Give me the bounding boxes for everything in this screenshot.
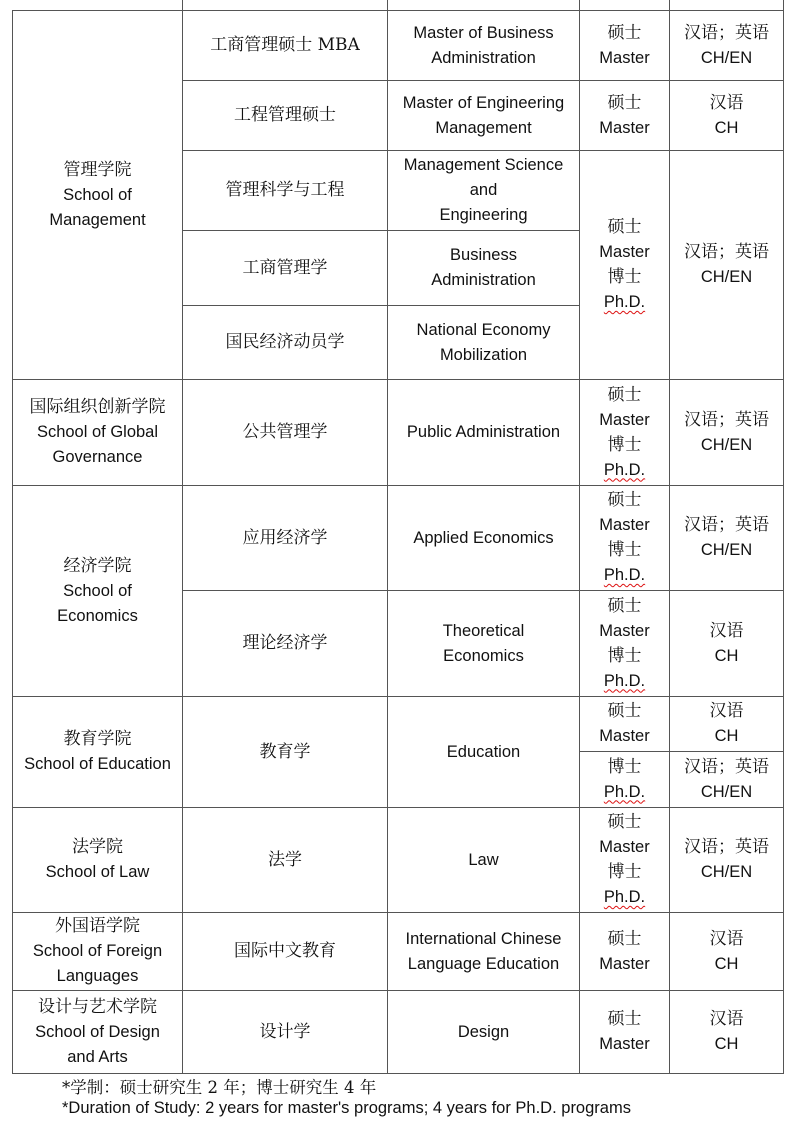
school-name-zh: 法学院 [72,837,123,857]
program-zh-cell [183,486,388,591]
language-en: CH [714,954,739,973]
school-cell [13,11,183,380]
school-name-en: Languages [56,967,139,985]
program-en-cell [388,808,580,913]
language-en: CH/EN [700,268,753,286]
program-name-zh: 工商管理硕士 MBA [210,35,360,55]
language-cell [670,697,784,752]
language-zh: 汉语；英语 [684,242,769,262]
program-en-cell [388,591,580,697]
degree-phd-en: Ph.D. [603,782,646,801]
degree-cell [580,991,670,1074]
school-name-en: Management [49,210,146,229]
program-name-en: Law [468,850,499,869]
program-name-en: Public Administration [406,423,561,441]
degree-phd-zh: 博士 [607,434,642,455]
language-zh: 汉语 [709,620,744,641]
language-cell [670,913,784,991]
language-cell [670,11,784,81]
language-zh: 汉语 [709,928,744,949]
language-cell [670,151,784,380]
program-name-en: Language Education [407,954,560,973]
degree-cell [580,151,670,380]
program-name-en: Management [435,118,532,137]
degree-cell [580,808,670,913]
table-border-stub [579,0,580,10]
table-row [13,913,784,991]
footnote-duration-en: *Duration of Study: 2 years for master's programs; 4 years for Ph.D. programs [62,1099,631,1117]
language-en: CH/EN [700,48,753,67]
degree-cell [580,11,670,81]
table-border-stub [783,0,784,10]
school-name-en: Governance [52,448,143,466]
program-name-zh: 工商管理学 [242,257,328,278]
school-name-en: School of Law [45,863,150,881]
degree-cell [580,81,670,151]
table-row [13,486,784,591]
program-en-cell [388,11,580,81]
school-cell [13,380,183,486]
degree-phd-zh: 博士 [607,645,642,666]
program-name-en: Administration [431,271,536,289]
table-border-stub [387,0,388,10]
program-zh-cell [183,591,388,697]
language-en: CH/EN [700,435,753,454]
table-row [13,697,784,752]
language-cell [670,380,784,486]
language-cell [670,752,784,808]
language-zh: 汉语；英语 [684,515,769,535]
language-zh: 汉语 [709,1009,744,1029]
program-name-zh: 管理科学与工程 [225,180,345,200]
degree-master-zh: 硕士 [607,928,642,949]
language-zh: 汉语 [709,701,744,721]
school-name-zh: 设计与艺术学院 [38,996,157,1017]
degree-cell [580,697,670,752]
language-en: CH [714,1035,739,1053]
language-cell [670,591,784,697]
program-zh-cell [183,913,388,991]
footnote-duration-zh: *学制：硕士研究生 2 年；博士研究生 4 年 [62,1078,377,1097]
program-en-cell [388,151,580,231]
school-name-en: School of [63,185,132,204]
degree-cell [580,752,670,808]
program-zh-cell [183,380,388,486]
school-cell [13,991,183,1074]
degree-master-zh: 硕士 [607,812,642,832]
program-zh-cell [183,151,388,231]
program-zh-cell [183,306,388,380]
language-zh: 汉语；英语 [684,22,769,43]
program-en-cell [388,697,580,808]
program-name-en: Management Science [403,156,564,174]
program-zh-cell [183,697,388,808]
degree-master-zh: 硕士 [607,384,642,405]
language-cell [670,808,784,913]
program-en-cell [388,380,580,486]
language-en: CH [714,646,739,665]
degree-master-en: Master [599,838,650,856]
degree-master-en: Master [599,410,650,429]
degree-master-zh: 硕士 [607,22,642,43]
degree-master-en: Master [599,48,650,67]
school-name-zh: 管理学院 [63,159,132,180]
degree-master-en: Master [599,621,650,640]
program-name-en: Master of Business [413,23,554,42]
language-en: CH/EN [700,541,753,559]
program-name-en: Business [450,246,517,264]
program-name-zh: 国民经济动员学 [225,332,345,352]
table-row [13,380,784,486]
program-en-cell [388,306,580,380]
degree-master-zh: 硕士 [607,595,642,616]
program-zh-cell [183,991,388,1074]
school-cell [13,486,183,697]
school-name-zh: 国际组织创新学院 [29,397,166,417]
language-en: CH/EN [700,863,753,881]
language-zh: 汉语；英语 [684,409,769,430]
degree-phd-zh: 博士 [607,862,642,882]
school-name-zh: 经济学院 [63,555,132,576]
language-cell [670,991,784,1074]
school-name-en: and Arts [67,1047,128,1066]
degree-master-zh: 硕士 [607,490,642,510]
program-zh-cell [183,81,388,151]
language-cell [670,486,784,591]
program-name-en: and [469,181,498,199]
degree-master-en: Master [599,516,650,534]
program-name-en: Master of Engineering [402,93,565,112]
degree-master-en: Master [599,243,650,261]
school-name-en: School of Foreign [32,942,163,960]
program-zh-cell [183,231,388,306]
school-name-en: School of Design [35,1022,160,1041]
degree-master-zh: 硕士 [607,92,642,113]
degree-phd-en: Ph.D. [603,460,646,479]
degree-phd-zh: 博士 [607,267,642,287]
program-name-en: Applied Economics [413,528,554,547]
language-zh: 汉语；英语 [684,837,769,857]
program-name-zh: 应用经济学 [242,527,328,548]
language-cell [670,81,784,151]
table-border-stub [182,0,183,10]
school-name-en: School of Education [24,755,171,773]
program-name-zh: 国际中文教育 [234,941,336,961]
degree-cell [580,486,670,591]
degree-phd-zh: 博士 [607,540,642,560]
school-cell [13,913,183,991]
language-en: CH [714,118,739,137]
program-name-en: Education [446,742,521,761]
school-name-en: School of [63,581,132,600]
table-border-stub [669,0,670,10]
school-name-en: Economics [57,606,138,625]
table-row [13,11,784,81]
program-name-en: Economics [443,646,524,665]
degree-master-en: Master [599,727,650,745]
language-zh: 汉语 [709,92,744,113]
degree-phd-en: Ph.D. [603,671,646,690]
degree-master-zh: 硕士 [607,217,642,237]
school-cell [13,697,183,808]
degree-master-en: Master [599,954,650,973]
degree-master-zh: 硕士 [607,701,642,721]
language-en: CH [714,727,739,745]
program-name-en: Mobilization [439,345,528,364]
table-row [13,991,784,1074]
program-name-en: Administration [431,48,536,67]
degree-phd-en: Ph.D. [603,293,646,311]
degree-cell [580,913,670,991]
degree-master-en: Master [599,118,650,137]
program-name-zh: 设计学 [259,1021,311,1042]
program-name-zh: 法学 [268,849,302,870]
program-zh-cell [183,11,388,81]
program-name-zh: 公共管理学 [242,422,328,442]
degree-phd-en: Ph.D. [603,888,646,906]
program-name-en: Design [457,1022,510,1041]
table-row [13,808,784,913]
program-name-en: Engineering [439,206,528,224]
school-name-zh: 外国语学院 [55,916,140,936]
program-name-en: Theoretical [442,621,525,640]
degree-phd-zh: 博士 [607,756,642,777]
program-en-cell [388,81,580,151]
language-en: CH/EN [700,782,753,801]
program-name-en: International Chinese [405,929,562,948]
program-zh-cell [183,808,388,913]
program-name-zh: 工程管理硕士 [234,105,336,125]
program-name-en: National Economy [416,320,551,339]
degree-phd-en: Ph.D. [603,566,646,584]
program-en-cell [388,231,580,306]
degree-master-zh: 硕士 [607,1009,642,1029]
school-name-en: School of Global [36,423,159,441]
program-en-cell [388,486,580,591]
program-name-zh: 理论经济学 [242,633,328,653]
degree-cell [580,591,670,697]
language-zh: 汉语；英语 [684,756,769,777]
school-name-zh: 教育学院 [63,729,132,749]
program-en-cell [388,913,580,991]
degree-master-en: Master [599,1035,650,1053]
school-cell [13,808,183,913]
program-table [12,10,784,1074]
program-en-cell [388,991,580,1074]
program-name-zh: 教育学 [259,741,311,762]
degree-cell [580,380,670,486]
